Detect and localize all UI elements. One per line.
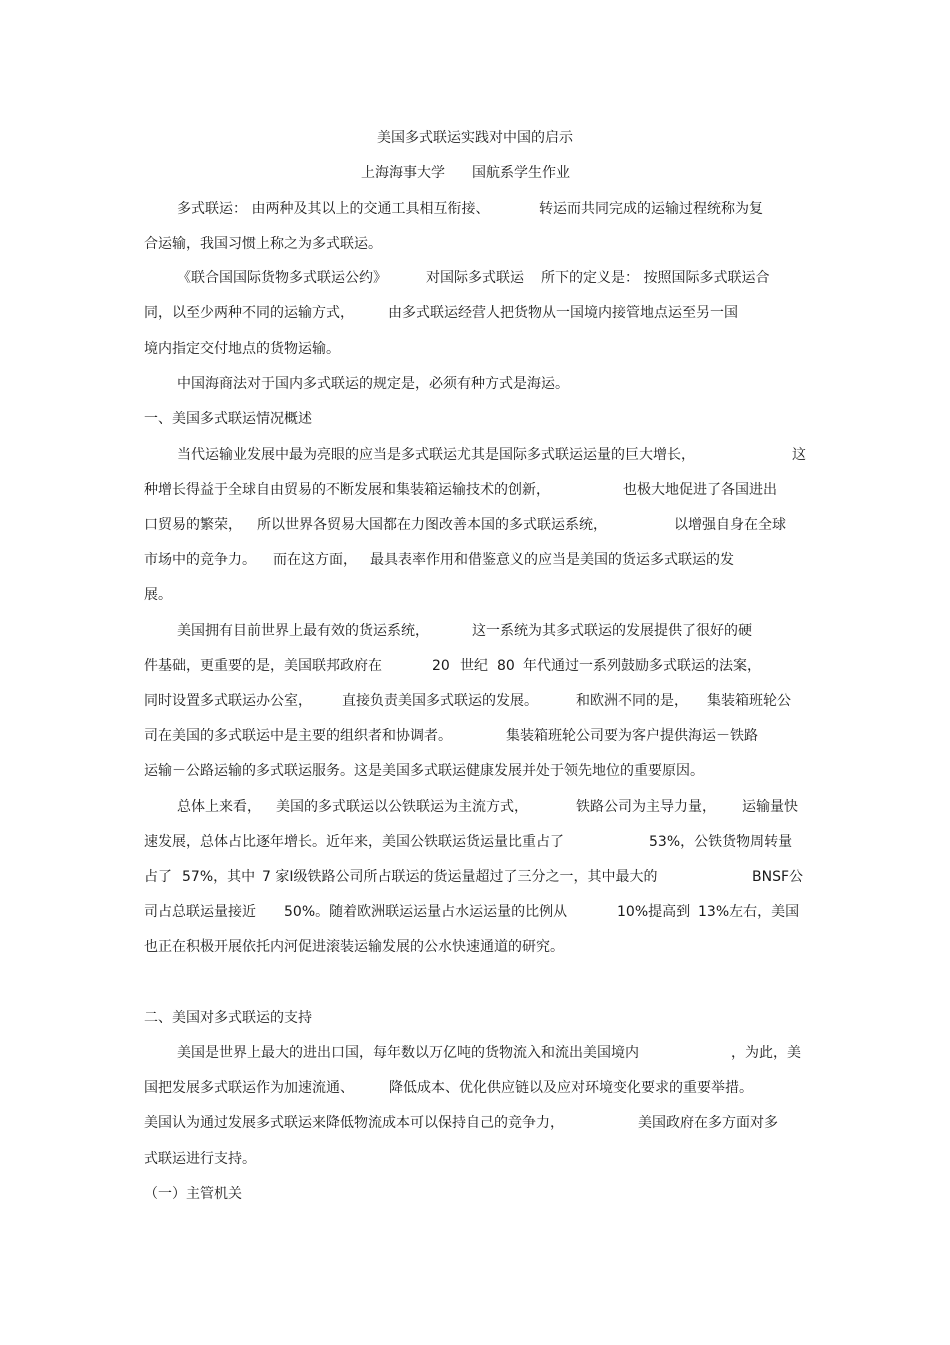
paragraph-line: 美国的多式联运以公铁联运为主流方式， xyxy=(276,799,528,815)
paragraph-line: 直接负责美国多式联运的发展。 xyxy=(342,693,538,709)
doc-subtitle-school: 上海海事大学 xyxy=(361,165,445,181)
paragraph-line: 这 xyxy=(792,447,806,463)
paragraph-line: 总体上来看， xyxy=(177,799,261,815)
paragraph-line: 10%提高到 xyxy=(617,904,691,920)
paragraph-line: 同，以至少两种不同的运输方式， xyxy=(144,305,354,321)
paragraph-line: 速发展，总体占比逐年增长。近年来，美国公铁联运货运量比重占了 xyxy=(144,834,564,850)
paragraph-line: 合运输，我国习惯上称之为多式联运。 xyxy=(144,236,382,252)
paragraph-line: 展。 xyxy=(144,587,172,603)
paragraph-line: 集装箱班轮公 xyxy=(707,693,791,709)
paragraph-line: 运输量快 xyxy=(742,799,798,815)
paragraph-line: 美国政府在多方面对多 xyxy=(638,1115,778,1131)
paragraph-line: 对国际多式联运 xyxy=(426,270,524,286)
paragraph-line: 国把发展多式联运作为加速流通、 xyxy=(144,1080,354,1096)
paragraph-line: 美国拥有目前世界上最有效的货运系统， xyxy=(177,623,429,639)
paragraph-line: 50%。随着欧洲联运运量占水运运量的比例从 xyxy=(284,904,568,920)
paragraph-line: 司占总联运量接近 xyxy=(144,904,256,920)
paragraph-line: 美国是世界上最大的进出口国，每年数以万亿吨的货物流入和流出美国境内 xyxy=(177,1045,639,1061)
paragraph-line: 转运而共同完成的运输过程统称为复 xyxy=(539,201,763,217)
paragraph-line: 种增长得益于全球自由贸易的不断发展和集装箱运输技术的创新， xyxy=(144,482,550,498)
paragraph-line: 美国认为通过发展多式联运来降低物流成本可以保持自己的竞争力， xyxy=(144,1115,564,1131)
paragraph-line: 占了 xyxy=(144,869,172,885)
paragraph-line: 境内指定交付地点的货物运输。 xyxy=(144,341,340,357)
paragraph-line: 件基础，更重要的是，美国联邦政府在 xyxy=(144,658,382,674)
paragraph-line: 口贸易的繁荣， xyxy=(144,517,242,533)
paragraph-line: ，为此，美 xyxy=(731,1045,801,1061)
subsection-heading: （一）主管机关 xyxy=(144,1186,242,1202)
paragraph-line: 和欧洲不同的是， xyxy=(576,693,688,709)
paragraph-line: 由多式联运经营人把货物从一国境内接管地点运至另一国 xyxy=(388,305,738,321)
paragraph-line: 集装箱班轮公司要为客户提供海运－铁路 xyxy=(506,728,758,744)
paragraph-line: 也正在积极开展依托内河促进滚装运输发展的公水快速通道的研究。 xyxy=(144,939,564,955)
paragraph-line: 铁路公司为主导力量， xyxy=(576,799,716,815)
paragraph-line: 最具表率作用和借鉴意义的应当是美国的货运多式联运的发 xyxy=(370,552,734,568)
paragraph-line: 《联合国国际货物多式联运公约》 xyxy=(177,270,387,286)
paragraph-line: 式联运进行支持。 xyxy=(144,1151,256,1167)
paragraph-line: 司在美国的多式联运中是主要的组织者和协调者。 xyxy=(144,728,452,744)
paragraph-line: 也极大地促进了各国进出 xyxy=(623,482,777,498)
paragraph-line: 年代通过一系列鼓励多式联运的法案， xyxy=(523,658,761,674)
paragraph-line: 中国海商法对于国内多式联运的规定是，必须有种方式是海运。 xyxy=(177,376,569,392)
paragraph-line: 运输－公路运输的多式联运服务。这是美国多式联运健康发展并处于领先地位的重要原因。 xyxy=(144,763,704,779)
paragraph-line: 降低成本、优化供应链以及应对环境变化要求的重要举措。 xyxy=(389,1080,753,1096)
paragraph-line: 所下的定义是： 按照国际多式联运合 xyxy=(541,270,770,286)
paragraph-line: 多式联运： 由两种及其以上的交通工具相互衔接、 xyxy=(177,201,490,217)
paragraph-line: 53%，公铁货物周转量 xyxy=(649,834,793,850)
paragraph-line: 市场中的竞争力。 xyxy=(144,552,256,568)
paragraph-line: 13%左右，美国 xyxy=(698,904,800,920)
paragraph-line: 所以世界各贸易大国都在力图改善本国的多式联运系统， xyxy=(257,517,607,533)
paragraph-line: BNSF公 xyxy=(752,869,804,885)
paragraph-line: 57%，其中 xyxy=(182,869,256,885)
doc-subtitle-dept: 国航系学生作业 xyxy=(472,165,570,181)
paragraph-line: 7 家Ⅰ级铁路公司所占联运的货运量超过了三分之一，其中最大的 xyxy=(262,869,658,885)
section-heading: 二、美国对多式联运的支持 xyxy=(144,1010,312,1026)
paragraph-line: 同时设置多式联运办公室， xyxy=(144,693,312,709)
paragraph-line: 20 xyxy=(432,658,450,674)
paragraph-line: 80 xyxy=(497,658,515,674)
section-heading: 一、美国多式联运情况概述 xyxy=(144,411,312,427)
paragraph-line: 以增强自身在全球 xyxy=(674,517,786,533)
paragraph-line: 当代运输业发展中最为亮眼的应当是多式联运尤其是国际多式联运运量的巨大增长， xyxy=(177,447,695,463)
doc-title: 美国多式联运实践对中国的启示 xyxy=(377,130,573,146)
paragraph-line: 这一系统为其多式联运的发展提供了很好的硬 xyxy=(472,623,752,639)
paragraph-line: 而在这方面， xyxy=(273,552,357,568)
paragraph-line: 世纪 xyxy=(460,658,488,674)
